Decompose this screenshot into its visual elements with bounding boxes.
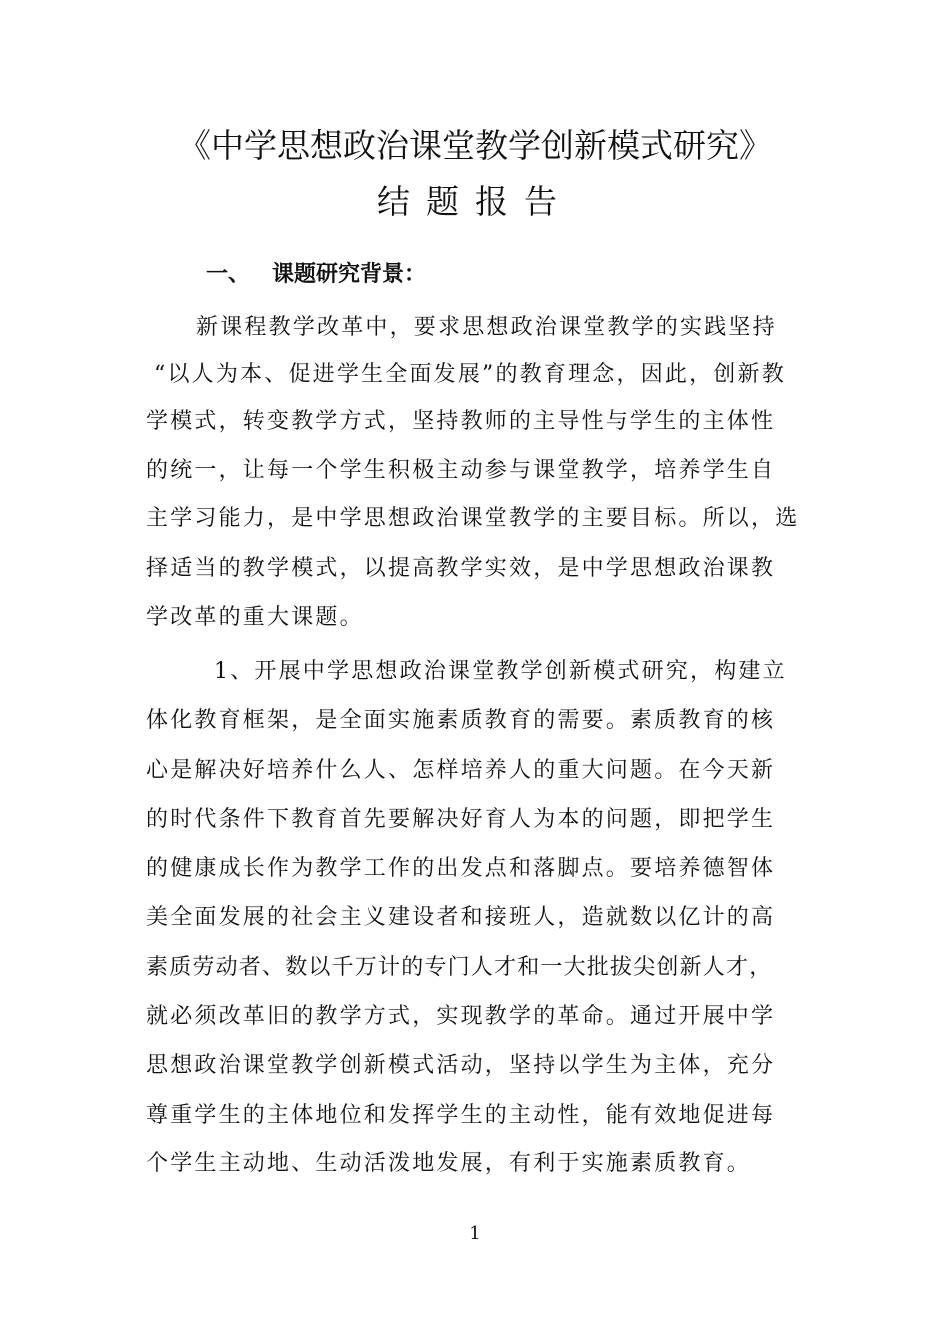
paragraph-line: 学改革的重大课题。: [146, 605, 364, 630]
paragraph-line: 1、开展中学思想政治课堂教学创新模式研究，构建立: [214, 659, 787, 684]
paragraph-line: 主学习能力，是中学思想政治课堂教学的主要目标。所以，选: [146, 506, 800, 531]
paragraph-line: 素质劳动者、数以千万计的专门人才和一大批拔尖创新人才，: [146, 955, 773, 980]
page-number: 1: [469, 1223, 481, 1244]
paragraph-line: 心是解决好培养什么人、怎样培养人的重大问题。在今天新: [146, 758, 776, 783]
paragraph-line: 的时代条件下教育首先要解决好育人为本的问题，即把学生: [146, 807, 776, 832]
report-title: 《中学思想政治课堂教学创新模式研究》: [178, 126, 772, 165]
paragraph-line: 新课程教学改革中，要求思想政治课堂教学的实践坚持: [196, 315, 777, 340]
paragraph-line: “以人为本、促进学生全面发展”的教育理念，因此，创新教: [154, 362, 786, 387]
paragraph-line: 美全面发展的社会主义建设者和接班人，造就数以亿计的高: [146, 905, 776, 930]
paragraph-line: 思想政治课堂教学创新模式活动，坚持以学生为主体，充分: [146, 1053, 776, 1078]
paragraph-line: 就必须改革旧的教学方式，实现教学的革命。通过开展中学: [146, 1004, 776, 1029]
paragraph-line: 择适当的教学模式，以提高教学实效，是中学思想政治课教: [146, 556, 776, 581]
paragraph-line: 个学生主动地、生动活泼地发展，有利于实施素质教育。: [146, 1151, 752, 1176]
paragraph-line: 体化教育框架，是全面实施素质教育的需要。素质教育的核: [146, 708, 776, 733]
report-subtitle: 结题报告: [377, 182, 573, 221]
section-heading: [206, 257, 426, 293]
paragraph-line: 学模式，转变教学方式，坚持教师的主导性与学生的主体性: [146, 409, 776, 434]
paragraph-line: 的健康成长作为教学工作的出发点和落脚点。要培养德智体: [146, 856, 776, 881]
paragraph-line: 尊重学生的主体地位和发挥学生的主动性，能有效地促进每: [146, 1103, 776, 1128]
section-number: 一、: [206, 262, 251, 287]
paragraph-line: 的统一，让每一个学生积极主动参与课堂教学，培养学生自: [146, 458, 776, 483]
section-heading-text: 课题研究背景：: [272, 262, 427, 287]
